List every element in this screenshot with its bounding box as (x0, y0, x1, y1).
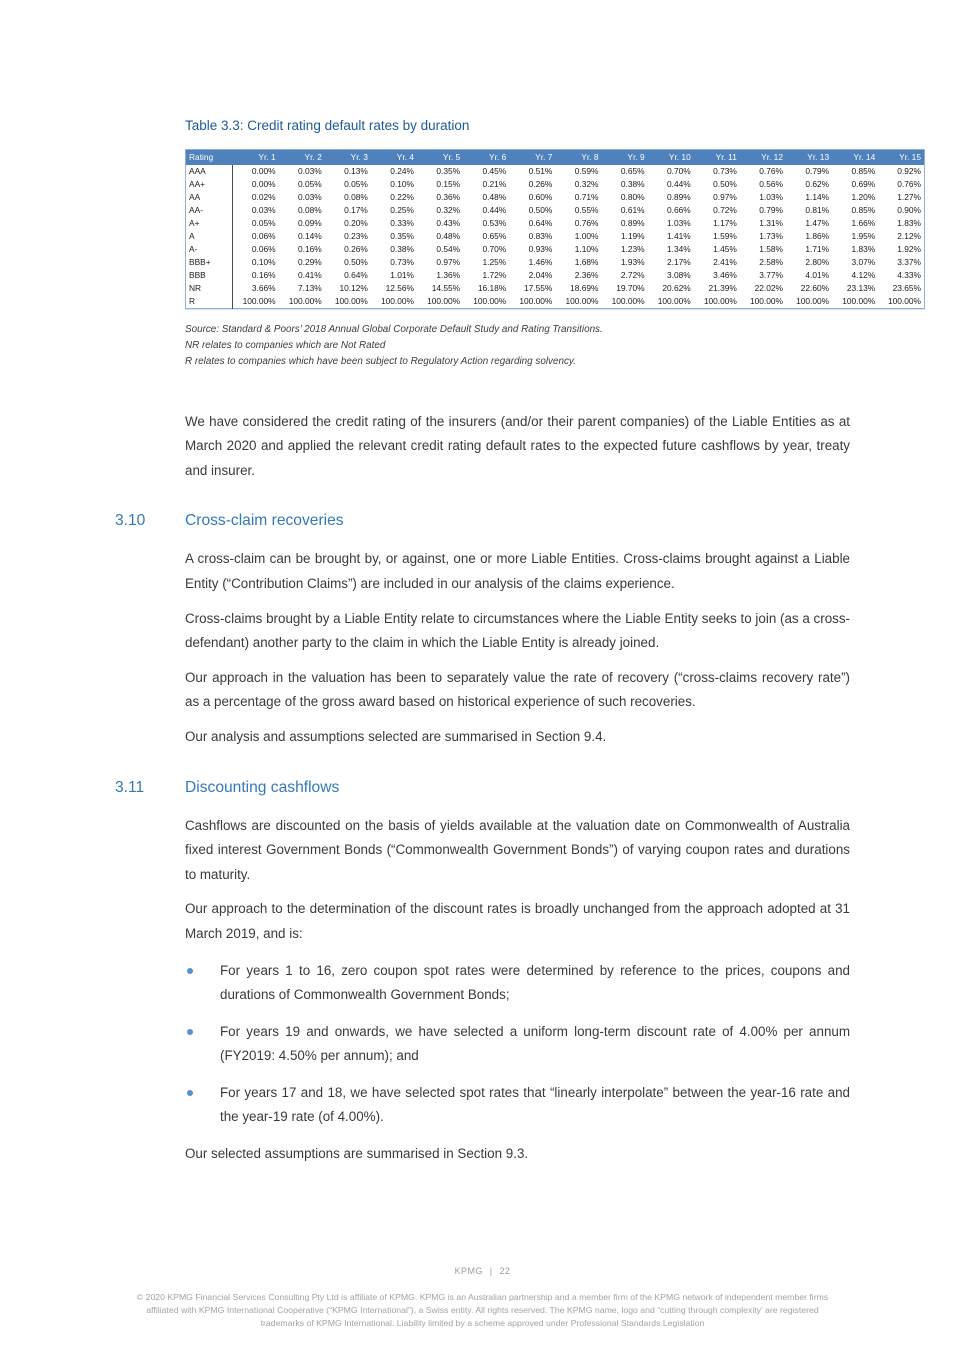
rate-cell: 0.10% (233, 256, 279, 269)
rate-cell: 0.29% (279, 256, 325, 269)
rate-cell: 100.00% (694, 295, 740, 309)
rate-cell: 0.45% (463, 165, 509, 178)
table-header-row (186, 150, 925, 166)
rate-cell: 23.65% (878, 282, 924, 295)
rate-cell: 1.92% (878, 243, 924, 256)
rate-cell: 2.17% (648, 256, 694, 269)
column-header-year: Yr. 3 (325, 150, 371, 166)
rate-cell: 2.41% (694, 256, 740, 269)
column-header-year: Yr. 12 (740, 150, 786, 166)
rate-cell: 0.62% (786, 178, 832, 191)
page-content (115, 118, 925, 1177)
rate-cell: 0.21% (463, 178, 509, 191)
rate-cell: 22.02% (740, 282, 786, 295)
rate-cell: 1.71% (786, 243, 832, 256)
table-caption: Table 3.3: Credit rating default rates by duration (185, 118, 470, 133)
rate-cell: 2.04% (509, 269, 555, 282)
rate-cell: 0.03% (279, 165, 325, 178)
table-row (186, 282, 925, 295)
rate-cell: 20.62% (648, 282, 694, 295)
rate-cell: 0.24% (371, 165, 417, 178)
rate-cell: 0.50% (509, 204, 555, 217)
rate-cell: 0.13% (325, 165, 371, 178)
rate-cell: 0.72% (694, 204, 740, 217)
column-header-year: Yr. 9 (602, 150, 648, 166)
rate-cell: 3.46% (694, 269, 740, 282)
rating-cell: A (186, 230, 233, 243)
rate-cell: 0.64% (509, 217, 555, 230)
rate-cell: 0.97% (417, 256, 463, 269)
column-header-year: Yr. 13 (786, 150, 832, 166)
footer-separator: | (489, 1266, 493, 1276)
column-header-year: Yr. 11 (694, 150, 740, 166)
rate-cell: 0.35% (417, 165, 463, 178)
rate-cell: 1.25% (463, 256, 509, 269)
rate-cell: 4.01% (786, 269, 832, 282)
rate-cell: 0.56% (740, 178, 786, 191)
section-title: Cross-claim recoveries (185, 512, 344, 530)
rate-cell: 12.56% (371, 282, 417, 295)
legal-line: trademarks of KPMG International. Liability limited by a scheme approved under Professional Standards Legislation (260, 1318, 705, 1329)
rate-cell: 0.71% (555, 191, 601, 204)
column-header-year: Yr. 10 (648, 150, 694, 166)
rate-cell: 17.55% (509, 282, 555, 295)
rate-cell: 1.73% (740, 230, 786, 243)
rate-cell: 100.00% (325, 295, 371, 309)
body-paragraph: Cashflows are discounted on the basis of yields available at the valuation date on Commonwealth of Australia fixed interest Government Bonds (“Commonwealth Government Bonds”) of varying coupon rates and durations to maturity. (185, 817, 850, 882)
rate-cell: 0.76% (878, 178, 924, 191)
table-row (186, 165, 925, 178)
column-header-year: Yr. 14 (832, 150, 878, 166)
rate-cell: 0.70% (463, 243, 509, 256)
body-paragraph: Cross-claims brought by a Liable Entity relate to circumstances where the Liable Entity seeks to join (as a cross-defendant) another party to the claim in which the Liable Entity is already joined. (185, 610, 850, 651)
rate-cell: 0.10% (371, 178, 417, 191)
table-row (186, 204, 925, 217)
rate-cell: 1.03% (740, 191, 786, 204)
section-heading (115, 512, 850, 530)
bullet-item: For years 19 and onwards, we have selected a uniform long-term discount rate of 4.00% per annum (FY2019: 4.50% per annum); and (185, 1020, 850, 1069)
rate-cell: 0.73% (371, 256, 417, 269)
rating-cell: A+ (186, 217, 233, 230)
rate-cell: 0.79% (786, 165, 832, 178)
footer-brand: KPMG (454, 1266, 483, 1276)
rate-cell: 0.97% (694, 191, 740, 204)
rating-cell: NR (186, 282, 233, 295)
rate-cell: 0.65% (463, 230, 509, 243)
rate-cell: 0.85% (832, 165, 878, 178)
rate-cell: 0.00% (233, 165, 279, 178)
source-note-line: R relates to companies which have been subject to Regulatory Action regarding solvency. (185, 356, 576, 368)
rate-cell: 0.92% (878, 165, 924, 178)
bullet-item: For years 17 and 18, we have selected spot rates that “linearly interpolate” between the year-16 rate and the year-19 rate (of 4.00%). (185, 1081, 850, 1130)
rating-cell: BBB (186, 269, 233, 282)
rate-cell: 0.22% (371, 191, 417, 204)
rating-cell: AA (186, 191, 233, 204)
rate-cell: 0.06% (233, 230, 279, 243)
bullet-item: For years 1 to 16, zero coupon spot rates were determined by reference to the prices, coupons and durations of Commonwealth Government Bonds; (185, 959, 850, 1008)
rate-cell: 21.39% (694, 282, 740, 295)
column-header-year: Yr. 2 (279, 150, 325, 166)
rate-cell: 0.08% (279, 204, 325, 217)
table-row (186, 243, 925, 256)
body-paragraph: Our analysis and assumptions selected are summarised in Section 9.4. (185, 728, 607, 744)
rate-cell: 1.00% (555, 230, 601, 243)
rate-cell: 0.79% (740, 204, 786, 217)
rate-cell: 0.14% (279, 230, 325, 243)
rate-cell: 0.66% (648, 204, 694, 217)
rate-cell: 3.66% (233, 282, 279, 295)
rating-cell: AAA (186, 165, 233, 178)
rate-cell: 0.38% (371, 243, 417, 256)
rate-cell: 100.00% (233, 295, 279, 309)
rate-cell: 0.89% (648, 191, 694, 204)
rate-cell: 1.66% (832, 217, 878, 230)
intro-paragraph: We have considered the credit rating of the insurers (and/or their parent companies) of the Liable Entities as at March 2020 and applied the relevant credit rating default rates to the expected future cashflows by year, treaty and insurer. (185, 413, 850, 478)
rate-cell: 0.81% (786, 204, 832, 217)
rate-cell: 0.80% (602, 191, 648, 204)
rate-cell: 100.00% (509, 295, 555, 309)
rate-cell: 100.00% (555, 295, 601, 309)
rate-cell: 2.80% (786, 256, 832, 269)
rate-cell: 0.16% (279, 243, 325, 256)
rate-cell: 0.02% (233, 191, 279, 204)
rate-cell: 1.19% (602, 230, 648, 243)
rate-cell: 23.13% (832, 282, 878, 295)
rate-cell: 0.48% (417, 230, 463, 243)
rate-cell: 0.70% (648, 165, 694, 178)
rate-cell: 0.26% (509, 178, 555, 191)
column-header-year: Yr. 5 (417, 150, 463, 166)
rate-cell: 22.60% (786, 282, 832, 295)
rate-cell: 1.03% (648, 217, 694, 230)
footer-page-number: 22 (499, 1266, 511, 1276)
rate-cell: 0.44% (463, 204, 509, 217)
rate-cell: 1.86% (786, 230, 832, 243)
closing-paragraph: Our selected assumptions are summarised in Section 9.3. (185, 1146, 529, 1162)
legal-line: affiliated with KPMG International Cooperative (“KPMG International”), a Swiss entity. All rights reserved. The KPMG name, logo and “cutting through complexity’ are registered (146, 1305, 819, 1316)
rate-cell: 3.07% (832, 256, 878, 269)
rate-cell: 1.58% (740, 243, 786, 256)
rating-cell: R (186, 295, 233, 309)
rate-cell: 2.12% (878, 230, 924, 243)
rate-cell: 0.69% (832, 178, 878, 191)
rate-cell: 100.00% (786, 295, 832, 309)
rate-cell: 1.59% (694, 230, 740, 243)
rate-cell: 100.00% (463, 295, 509, 309)
table-row (186, 217, 925, 230)
table-row (186, 230, 925, 243)
rate-cell: 3.77% (740, 269, 786, 282)
rate-cell: 0.64% (325, 269, 371, 282)
column-header-year: Yr. 15 (878, 150, 924, 166)
column-header-year: Yr. 1 (233, 150, 279, 166)
sections-container (115, 512, 925, 1166)
page-footer (0, 1266, 965, 1276)
credit-rating-default-table (185, 149, 925, 309)
rate-cell: 0.65% (602, 165, 648, 178)
rate-cell: 0.50% (694, 178, 740, 191)
rating-cell: AA- (186, 204, 233, 217)
rate-cell: 1.41% (648, 230, 694, 243)
bullet-dot-icon (187, 1029, 193, 1035)
rate-cell: 0.23% (325, 230, 371, 243)
rating-cell: AA+ (186, 178, 233, 191)
rate-cell: 0.44% (648, 178, 694, 191)
section-number: 3.10 (115, 512, 146, 530)
rate-cell: 0.25% (371, 204, 417, 217)
rate-cell: 1.31% (740, 217, 786, 230)
body-paragraph: Our approach in the valuation has been to separately value the rate of recovery (“cross-claims recovery rate”) as a percentage of the gross award based on historical experience of such recoveries. (185, 669, 850, 710)
rate-cell: 2.36% (555, 269, 601, 282)
bullet-list (185, 959, 850, 1131)
bullet-dot-icon (187, 1090, 193, 1096)
rate-cell: 0.05% (233, 217, 279, 230)
rate-cell: 0.41% (279, 269, 325, 282)
rate-cell: 1.45% (694, 243, 740, 256)
rate-cell: 0.32% (555, 178, 601, 191)
rate-cell: 0.05% (325, 178, 371, 191)
rate-cell: 1.23% (602, 243, 648, 256)
rate-cell: 3.08% (648, 269, 694, 282)
source-note-line: NR relates to companies which are Not Rated (185, 340, 386, 352)
rate-cell: 0.09% (279, 217, 325, 230)
rate-cell: 0.08% (325, 191, 371, 204)
rate-cell: 0.51% (509, 165, 555, 178)
rate-cell: 0.90% (878, 204, 924, 217)
rate-cell: 0.16% (233, 269, 279, 282)
rate-cell: 1.27% (878, 191, 924, 204)
rate-cell: 0.73% (694, 165, 740, 178)
rate-cell: 0.61% (602, 204, 648, 217)
rate-cell: 0.60% (509, 191, 555, 204)
rate-cell: 100.00% (279, 295, 325, 309)
rate-cell: 1.46% (509, 256, 555, 269)
rate-cell: 1.68% (555, 256, 601, 269)
rate-cell: 0.43% (417, 217, 463, 230)
rate-cell: 0.85% (832, 204, 878, 217)
rate-cell: 0.50% (325, 256, 371, 269)
section-heading (115, 779, 850, 797)
rate-cell: 1.34% (648, 243, 694, 256)
rate-cell: 4.12% (832, 269, 878, 282)
column-header-year: Yr. 6 (463, 150, 509, 166)
column-header-year: Yr. 8 (555, 150, 601, 166)
table-row (186, 191, 925, 204)
rate-cell: 2.58% (740, 256, 786, 269)
column-header-rating: Rating (186, 150, 233, 166)
rate-cell: 0.38% (602, 178, 648, 191)
rate-cell: 0.03% (233, 204, 279, 217)
rate-cell: 100.00% (648, 295, 694, 309)
rate-cell: 0.83% (509, 230, 555, 243)
footer-legal-text (0, 1291, 965, 1331)
rate-cell: 14.55% (417, 282, 463, 295)
table-row (186, 256, 925, 269)
table-row (186, 269, 925, 282)
rate-cell: 0.20% (325, 217, 371, 230)
bullet-dot-icon (187, 968, 193, 974)
rate-cell: 100.00% (832, 295, 878, 309)
rate-cell: 0.35% (371, 230, 417, 243)
rate-cell: 0.03% (279, 191, 325, 204)
rate-cell: 0.17% (325, 204, 371, 217)
section-title: Discounting cashflows (185, 778, 340, 796)
rate-cell: 100.00% (417, 295, 463, 309)
rate-cell: 3.37% (878, 256, 924, 269)
source-note-line: Source: Standard & Poors’ 2018 Annual Global Corporate Default Study and Rating Transitions. (185, 324, 603, 335)
rate-cell: 1.20% (832, 191, 878, 204)
rate-cell: 2.72% (602, 269, 648, 282)
column-header-year: Yr. 4 (371, 150, 417, 166)
table-row (186, 178, 925, 191)
rate-cell: 1.95% (832, 230, 878, 243)
rate-cell: 1.17% (694, 217, 740, 230)
rate-cell: 100.00% (371, 295, 417, 309)
table-row (186, 295, 925, 309)
rate-cell: 4.33% (878, 269, 924, 282)
body-paragraph: A cross-claim can be brought by, or against, one or more Liable Entities. Cross-claims brought against a Liable Entity (“Contribution Claims”) are included in our analysis of the claims experience. (185, 551, 850, 591)
rate-cell: 7.13% (279, 282, 325, 295)
rate-cell: 1.10% (555, 243, 601, 256)
rating-cell: BBB+ (186, 256, 233, 269)
rate-cell: 18.69% (555, 282, 601, 295)
rate-cell: 0.00% (233, 178, 279, 191)
rate-cell: 0.32% (417, 204, 463, 217)
rate-cell: 0.89% (602, 217, 648, 230)
rate-cell: 0.06% (233, 243, 279, 256)
rate-cell: 1.72% (463, 269, 509, 282)
rate-cell: 0.26% (325, 243, 371, 256)
rate-cell: 10.12% (325, 282, 371, 295)
rate-cell: 100.00% (878, 295, 924, 309)
rate-cell: 0.76% (740, 165, 786, 178)
rating-cell: A- (186, 243, 233, 256)
rate-cell: 100.00% (602, 295, 648, 309)
rate-cell: 16.18% (463, 282, 509, 295)
rate-cell: 0.59% (555, 165, 601, 178)
rate-cell: 1.36% (417, 269, 463, 282)
rate-cell: 1.93% (602, 256, 648, 269)
rate-cell: 19.70% (602, 282, 648, 295)
rate-cell: 0.36% (417, 191, 463, 204)
rate-cell: 0.53% (463, 217, 509, 230)
section-number: 3.11 (115, 778, 145, 796)
rate-cell: 0.93% (509, 243, 555, 256)
column-header-year: Yr. 7 (509, 150, 555, 166)
rate-cell: 1.83% (832, 243, 878, 256)
rate-cell: 1.47% (786, 217, 832, 230)
rate-cell: 0.15% (417, 178, 463, 191)
rate-cell: 0.54% (417, 243, 463, 256)
rate-cell: 1.83% (878, 217, 924, 230)
table-source-notes (185, 322, 925, 371)
rate-cell: 0.48% (463, 191, 509, 204)
rate-cell: 1.14% (786, 191, 832, 204)
rate-cell: 0.05% (279, 178, 325, 191)
rate-cell: 1.01% (371, 269, 417, 282)
legal-line: © 2020 KPMG Financial Services Consulting Pty Ltd is affiliate of KPMG. KPMG is an Australian partnership and a member firm of the KPMG network of independent member firms (136, 1292, 829, 1302)
rate-cell: 100.00% (740, 295, 786, 309)
rate-cell: 0.55% (555, 204, 601, 217)
body-paragraph: Our approach to the determination of the discount rates is broadly unchanged from the approach adopted at 31 March 2019, and is: (185, 901, 850, 941)
rate-cell: 0.33% (371, 217, 417, 230)
rate-cell: 0.76% (555, 217, 601, 230)
